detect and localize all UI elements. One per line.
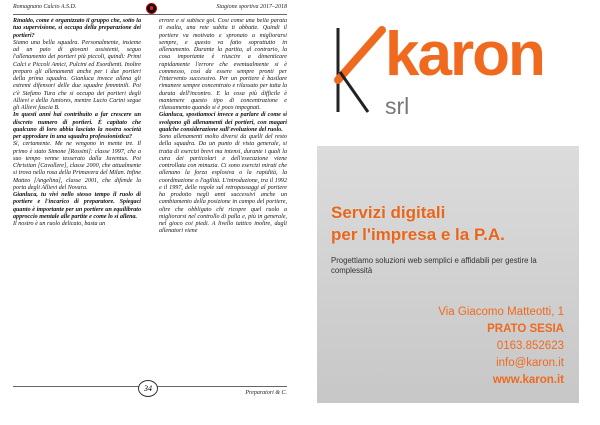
section-label: Preparatori & C. [245,390,287,396]
advert-tagline [331,202,505,246]
karon-advertisement [300,0,600,425]
company-suffix: srl [385,93,410,119]
karon-brand-name: karon [385,20,544,89]
article-column-right [159,18,287,383]
karon-logo-mark-icon [328,26,386,116]
header-divider [13,14,287,15]
contact-block [438,304,564,389]
advert-intro: Progettiamo soluzioni web semplici e affidabili per gestire la complessità [331,256,537,275]
club-name: Romagnano Calcio A.S.D. [13,4,77,10]
interview-answer: Il nostro è un ruolo delicato, basta un [13,221,106,227]
interview-question: Rinaldo, come è organizzato il gruppo che, sotto la tua supervisione, si occupa della preparazione dei portieri? [13,18,141,39]
city: PRATO SESIA [487,323,564,335]
interview-answer: Sì, certamente. Me ne vengono in mente tre. Il primo è stato Simone [Rossini]: classe 1997, che a suo tempo venne tesserato dalla Juventus. Poi Christian [Cavallere], classe 2000, che attualmente si trova nella rosa della Primavera del Milan. Infine Matteo [Angelina], classe 2001, che difende la porta degli Allievi del Novara. [13,141,141,191]
website: www.karon.it [492,374,564,386]
interview-answer: Siamo una bella squadra. Personalmente, insieme ad un paio di giovani assistenti, seguo l'allenamento dei portieri più piccoli, quindi: Primi Calci e Piccoli Amici, Pulcini ed Esordienti. Inoltre preparo gli allenamenti anche per i due portieri della prima squadra. Gianluca invece allena gli estremi difensori delle due squadre femminili. Poi c'è Stefano Tura che si occupa dei portieri degli Allievi e della Juniores, mentre Lucio Carini segue gli Allievi fascia B. [13,39,141,111]
season-label: Stagione sportiva 2017–2018 [216,4,287,10]
interview-question: Gianluca, spostiamoci invece a parlare di come si svolgono gli allenamenti dei portieri, con magari qualche considerazione sull'evoluzione del ruolo. [159,112,287,133]
advert-panel [317,146,579,403]
email-address: info@karon.it [496,357,564,369]
page-number: 34 [138,380,158,397]
interview-question: In questi anni hai contribuito a far crescere un discreto numero di portieri. È capitato che qualcuno di loro abbia lasciato la nostra società per approdare in una squadra professionistica? [13,112,141,140]
interview-question: Gianluca, tu vivi nello stesso tempo il ruolo di portiere e l'incarico di preparatore. Spiegaci quanto è importante per un portiere un equilibrato approccio mentale alle partite e come lo si allena. [13,192,141,220]
interview-answer: errore e si subisce gol. Così come una bella parata ti esalta, una rete subita ti abbatte. Quindi il portiere va motivato e spronato a migliorarsi sempre, e questo va fatto soprattutto in allenamento. Durante la partita, al contrario, la cosa importante è riuscire a dimenticare rapidamente l'errore che eventualmente si è commesso, così da essere sempre pronti per l'intervento successivo. Per un portiere è basilare rimanere sempre concentrato e rilassato per tutta la durata dell'incontro. E la cosa più difficile è mantenere questo tipo di concentrazione e rilassamento quando si è poco impegnati. [159,18,287,111]
club-crest-icon [146,3,157,14]
article-column-left [13,18,141,383]
phone-number: 0163.852623 [496,340,564,352]
tagline-line: Servizi digitali [331,203,446,222]
interview-answer: Sono allenamenti molto diversi da quelli del resto della squadra. Da un punto di vista generale, si tratta di esercizi brevi ma intensi, durante i quali la cura dei particolari e dell'esecuzione viene controllata con minuzia. Ci sono esercizi mirati che allenano la forza esplosiva o la rapidità, la coordinazione o l'agilità. L'introduzione, tra il 1992 e il 1997, delle regole sul retropassaggi al portiere ha prodotto negli anni successivi anche un cambiamento della posizione in campo del portiere, oltre che obbligato chi ricopre quel ruolo a migliorarsi nel controllo di palla e, più in generale, nel gioco coi piedi. A livello tattico inoltre, dagli allenatori viene [159,134,287,235]
address: Via Giacomo Matteotti, 1 [438,306,564,318]
tagline-line: per l'impresa e la P.A. [331,225,505,244]
